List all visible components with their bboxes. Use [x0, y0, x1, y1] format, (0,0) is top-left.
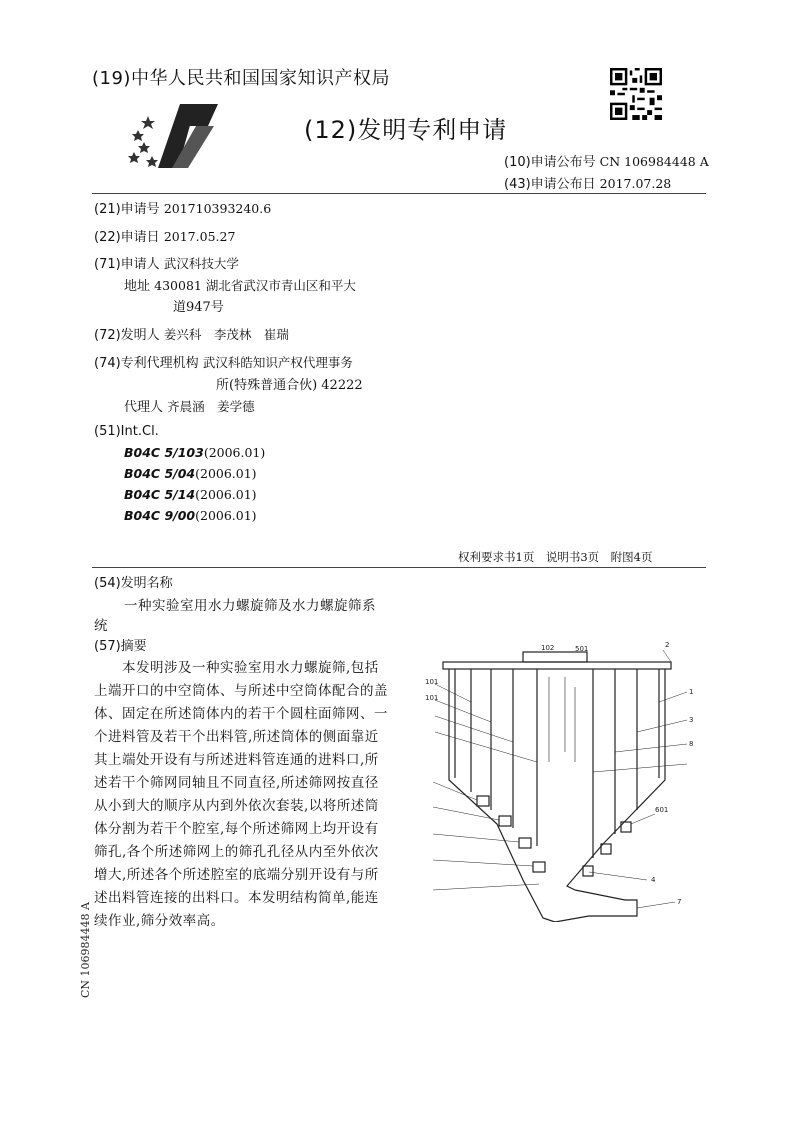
- publication-date: (43)申请公布日 2017.07.28: [504, 176, 672, 192]
- figure-label: 2: [665, 641, 670, 649]
- qr-code-icon: [610, 68, 662, 120]
- application-number: (21)申请号 201710393240.6: [94, 201, 272, 217]
- ipc-entry: B04C 5/103(2006.01): [124, 445, 266, 460]
- header-rule: [92, 193, 706, 194]
- sidebar-publication-number: [78, 898, 92, 998]
- filing-date: (22)申请日 2017.05.27: [94, 229, 236, 245]
- applicant: (71)申请人 武汉科技大学: [94, 256, 239, 272]
- figure-label: 7: [677, 898, 682, 906]
- ipc-entry: B04C 9/00(2006.01): [124, 508, 257, 523]
- abstract-line: 续作业,筛分效率高。: [94, 913, 225, 929]
- abstract-line: 增大,所述各个所述腔室的底端分别开设有与所: [94, 867, 379, 883]
- int-cl-label: (51)Int.Cl.: [94, 424, 159, 439]
- abstract-label: (57)摘要: [94, 639, 147, 654]
- cnipa-logo-icon: [118, 96, 228, 176]
- figure-label: 101: [425, 678, 439, 686]
- inventors: (72)发明人 姜兴科 李茂林 崔瑞: [94, 327, 289, 343]
- invention-title: 一种实验室用水力螺旋筛及水力螺旋筛系: [124, 598, 376, 614]
- abstract-line: 从小到大的顺序从内到外依次套装,以将所述筒: [94, 798, 379, 814]
- invention-title-label: (54)发明名称: [94, 576, 173, 591]
- office-name: (19)中华人民共和国国家知识产权局: [92, 68, 390, 89]
- agent: 代理人 齐晨涵 姜学德: [124, 399, 255, 415]
- figure-label: 3: [689, 716, 694, 724]
- patent-agency-line2: 所(特殊普通合伙) 42222: [216, 378, 363, 393]
- figure-label: 1: [689, 688, 694, 696]
- abstract-line: 体分割为若干个腔室,每个所述筛网上均开设有: [94, 821, 379, 837]
- abstract-line: 体、固定在所述筒体内的若干个圆柱面筛网、一: [94, 706, 388, 722]
- abstract-line: 其上端处开设有与所述进料管连通的进料口,所: [94, 752, 379, 768]
- figure-label: 501: [575, 645, 589, 653]
- document-type: (12)发明专利申请: [304, 116, 508, 144]
- figure-label: 601: [655, 806, 669, 814]
- abstract-line: 筛孔,各个所述筛网上的筛孔孔径从内至外依次: [94, 844, 379, 860]
- patent-agency: (74)专利代理机构 武汉科皓知识产权代理事务: [94, 355, 353, 371]
- abstract-line: 述出料管连接的出料口。本发明结构简单,能连: [94, 890, 379, 906]
- publication-number: (10)申请公布号 CN 106984448 A: [504, 154, 709, 170]
- abstract-figure: [425, 632, 710, 922]
- page-counts: 权利要求书1页 说明书3页 附图4页: [458, 550, 653, 564]
- ipc-entry: B04C 5/14(2006.01): [124, 487, 257, 502]
- abstract-line: 述若干个筛网同轴且不同直径,所述筛网按直径: [94, 775, 379, 791]
- section-rule: [92, 567, 706, 568]
- ipc-entry: B04C 5/04(2006.01): [124, 466, 257, 481]
- figure-label: 101: [425, 694, 439, 702]
- invention-title-line2: 统: [94, 618, 108, 634]
- address-line2: 道947号: [173, 300, 224, 315]
- figure-label: 4: [651, 876, 656, 884]
- address: 地址 430081 湖北省武汉市青山区和平大: [124, 278, 356, 294]
- abstract-line: 个进料管及若干个出料管,所述筒体的侧面靠近: [94, 729, 379, 745]
- figure-label: 8: [689, 740, 694, 748]
- figure-label: 102: [541, 644, 555, 652]
- abstract-line: 上端开口的中空筒体、与所述中空筒体配合的盖: [94, 683, 388, 699]
- svg-text:CN 106984448 A: CN 106984448 A: [79, 902, 92, 998]
- abstract-line: 本发明涉及一种实验室用水力螺旋筛,包括: [122, 660, 379, 676]
